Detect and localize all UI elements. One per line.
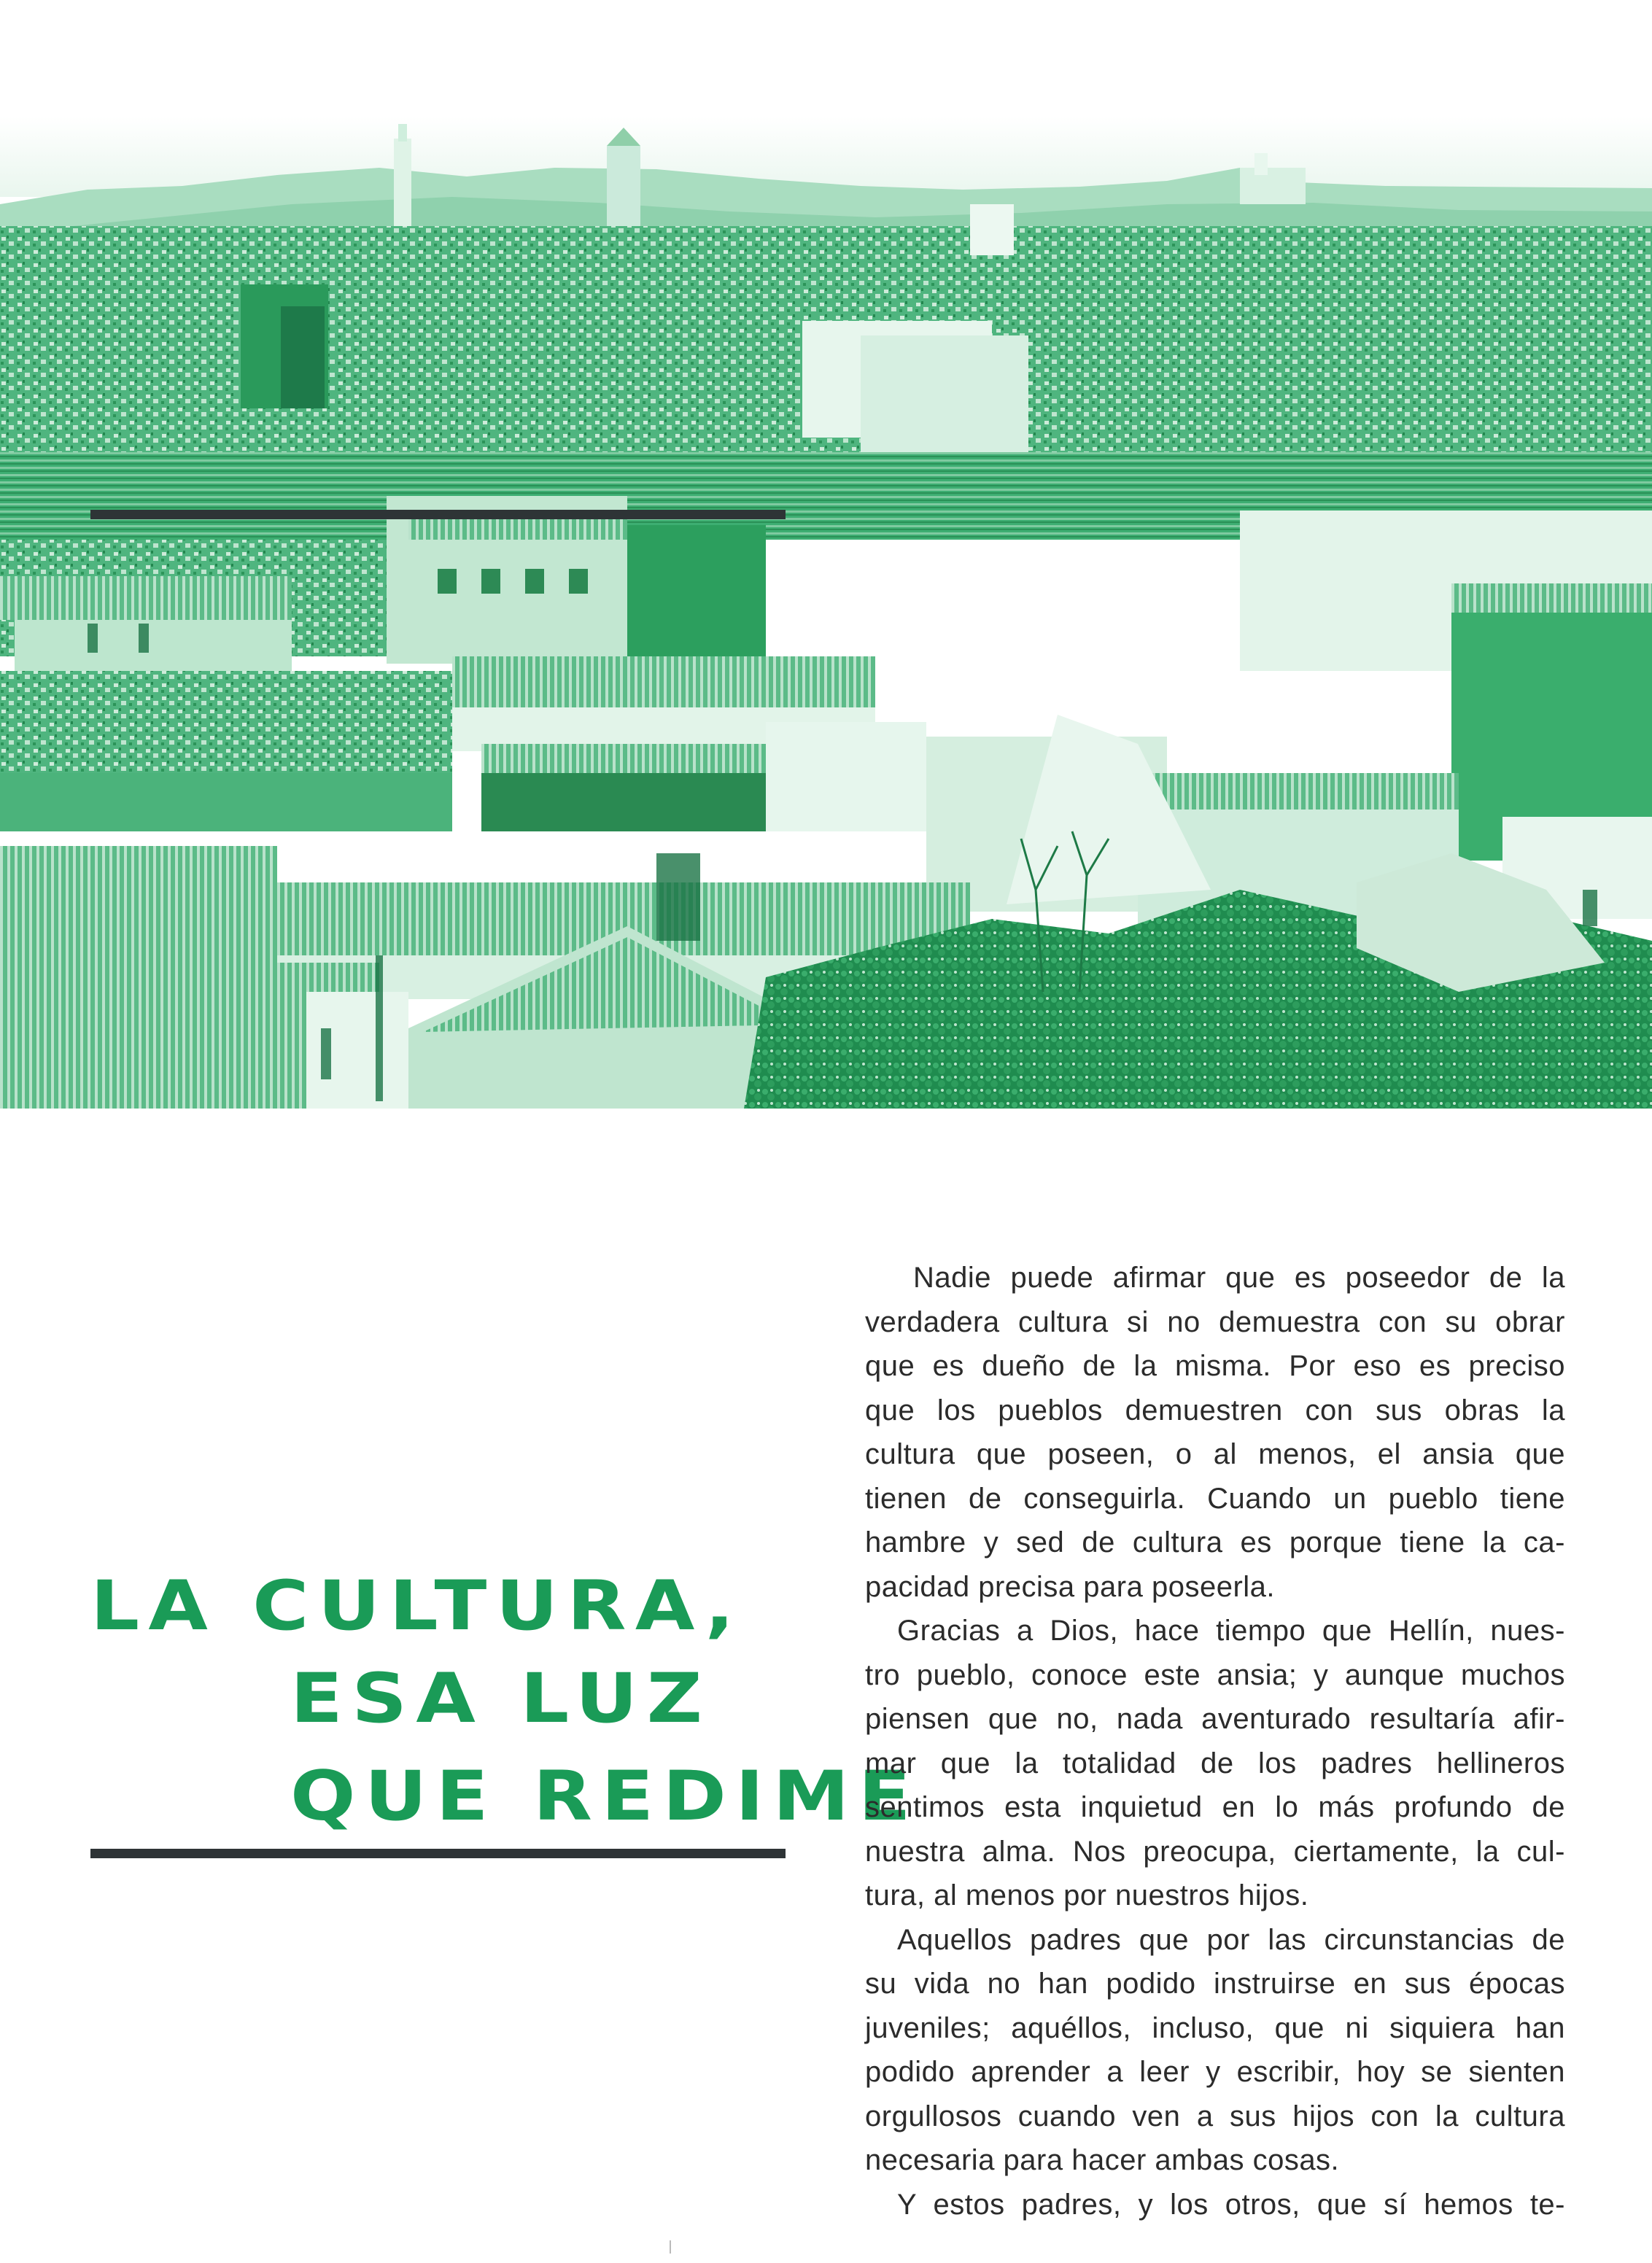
article-line: Gracias a Dios, hace tiempo que Hellín, nues- [897,1615,1565,1647]
title-line-2: ESA LUZ [290,1659,712,1739]
article-line: orgullosos cuando ven a sus hijos con la cultura [865,2100,1565,2132]
article-line: juveniles; aquéllos, incluso, que ni siquiera han [865,2011,1565,2044]
article-line: podido aprender a leer y escribir, hoy se sienten [865,2056,1565,2088]
article-line: cultura que poseen, o al menos, el ansia que [865,1438,1565,1470]
town-panorama-icon [0,117,1652,1109]
article-line: Aquellos padres que por las circunstancias de [897,1923,1565,1956]
article-line: tro pueblo, conoce este ansia; y aunque muchos [865,1658,1565,1691]
article-body [865,1256,1565,2227]
article-line: que los pueblos demuestren con sus obras la [865,1394,1565,1426]
article-line: pacidad precisa para poseerla. [865,1570,1276,1603]
article-line: tienen de conseguirla. Cuando un pueblo tiene [865,1482,1565,1515]
town-panorama-photo [0,117,1652,1109]
article-line: necesaria para hacer ambas cosas. [865,2144,1340,2176]
article-line: mar que la totalidad de los padres hellineros [865,1747,1565,1779]
page-mark [670,2240,671,2254]
article-line: Y estos padres, y los otros, que sí hemos te- [897,2188,1565,2221]
article-line: nuestra alma. Nos preocupa, ciertamente, la cul- [865,1835,1565,1868]
title-line-3: QUE REDIME [290,1757,920,1836]
article-line: verdadera cultura si no demuestra con su obrar [865,1305,1565,1338]
title-line-1: LA CULTURA, [90,1567,743,1646]
title-rule-top [90,510,786,519]
article-line: su vida no han podido instruirse en sus épocas [865,1968,1565,2000]
article-line: Nadie puede afirmar que es poseedor de la [913,1262,1565,1294]
title-rule-bottom [90,1849,786,1858]
article-line: piensen que no, nada aventurado resultaría afir- [865,1703,1565,1735]
article-line: tura, al menos por nuestros hijos. [865,1879,1309,1911]
article-line: que es dueño de la misma. Por eso es preciso [865,1350,1565,1382]
article-line: hambre y sed de cultura es porque tiene la ca- [865,1526,1565,1559]
article-line: sentimos esta inquietud en lo más profundo de [865,1791,1565,1823]
